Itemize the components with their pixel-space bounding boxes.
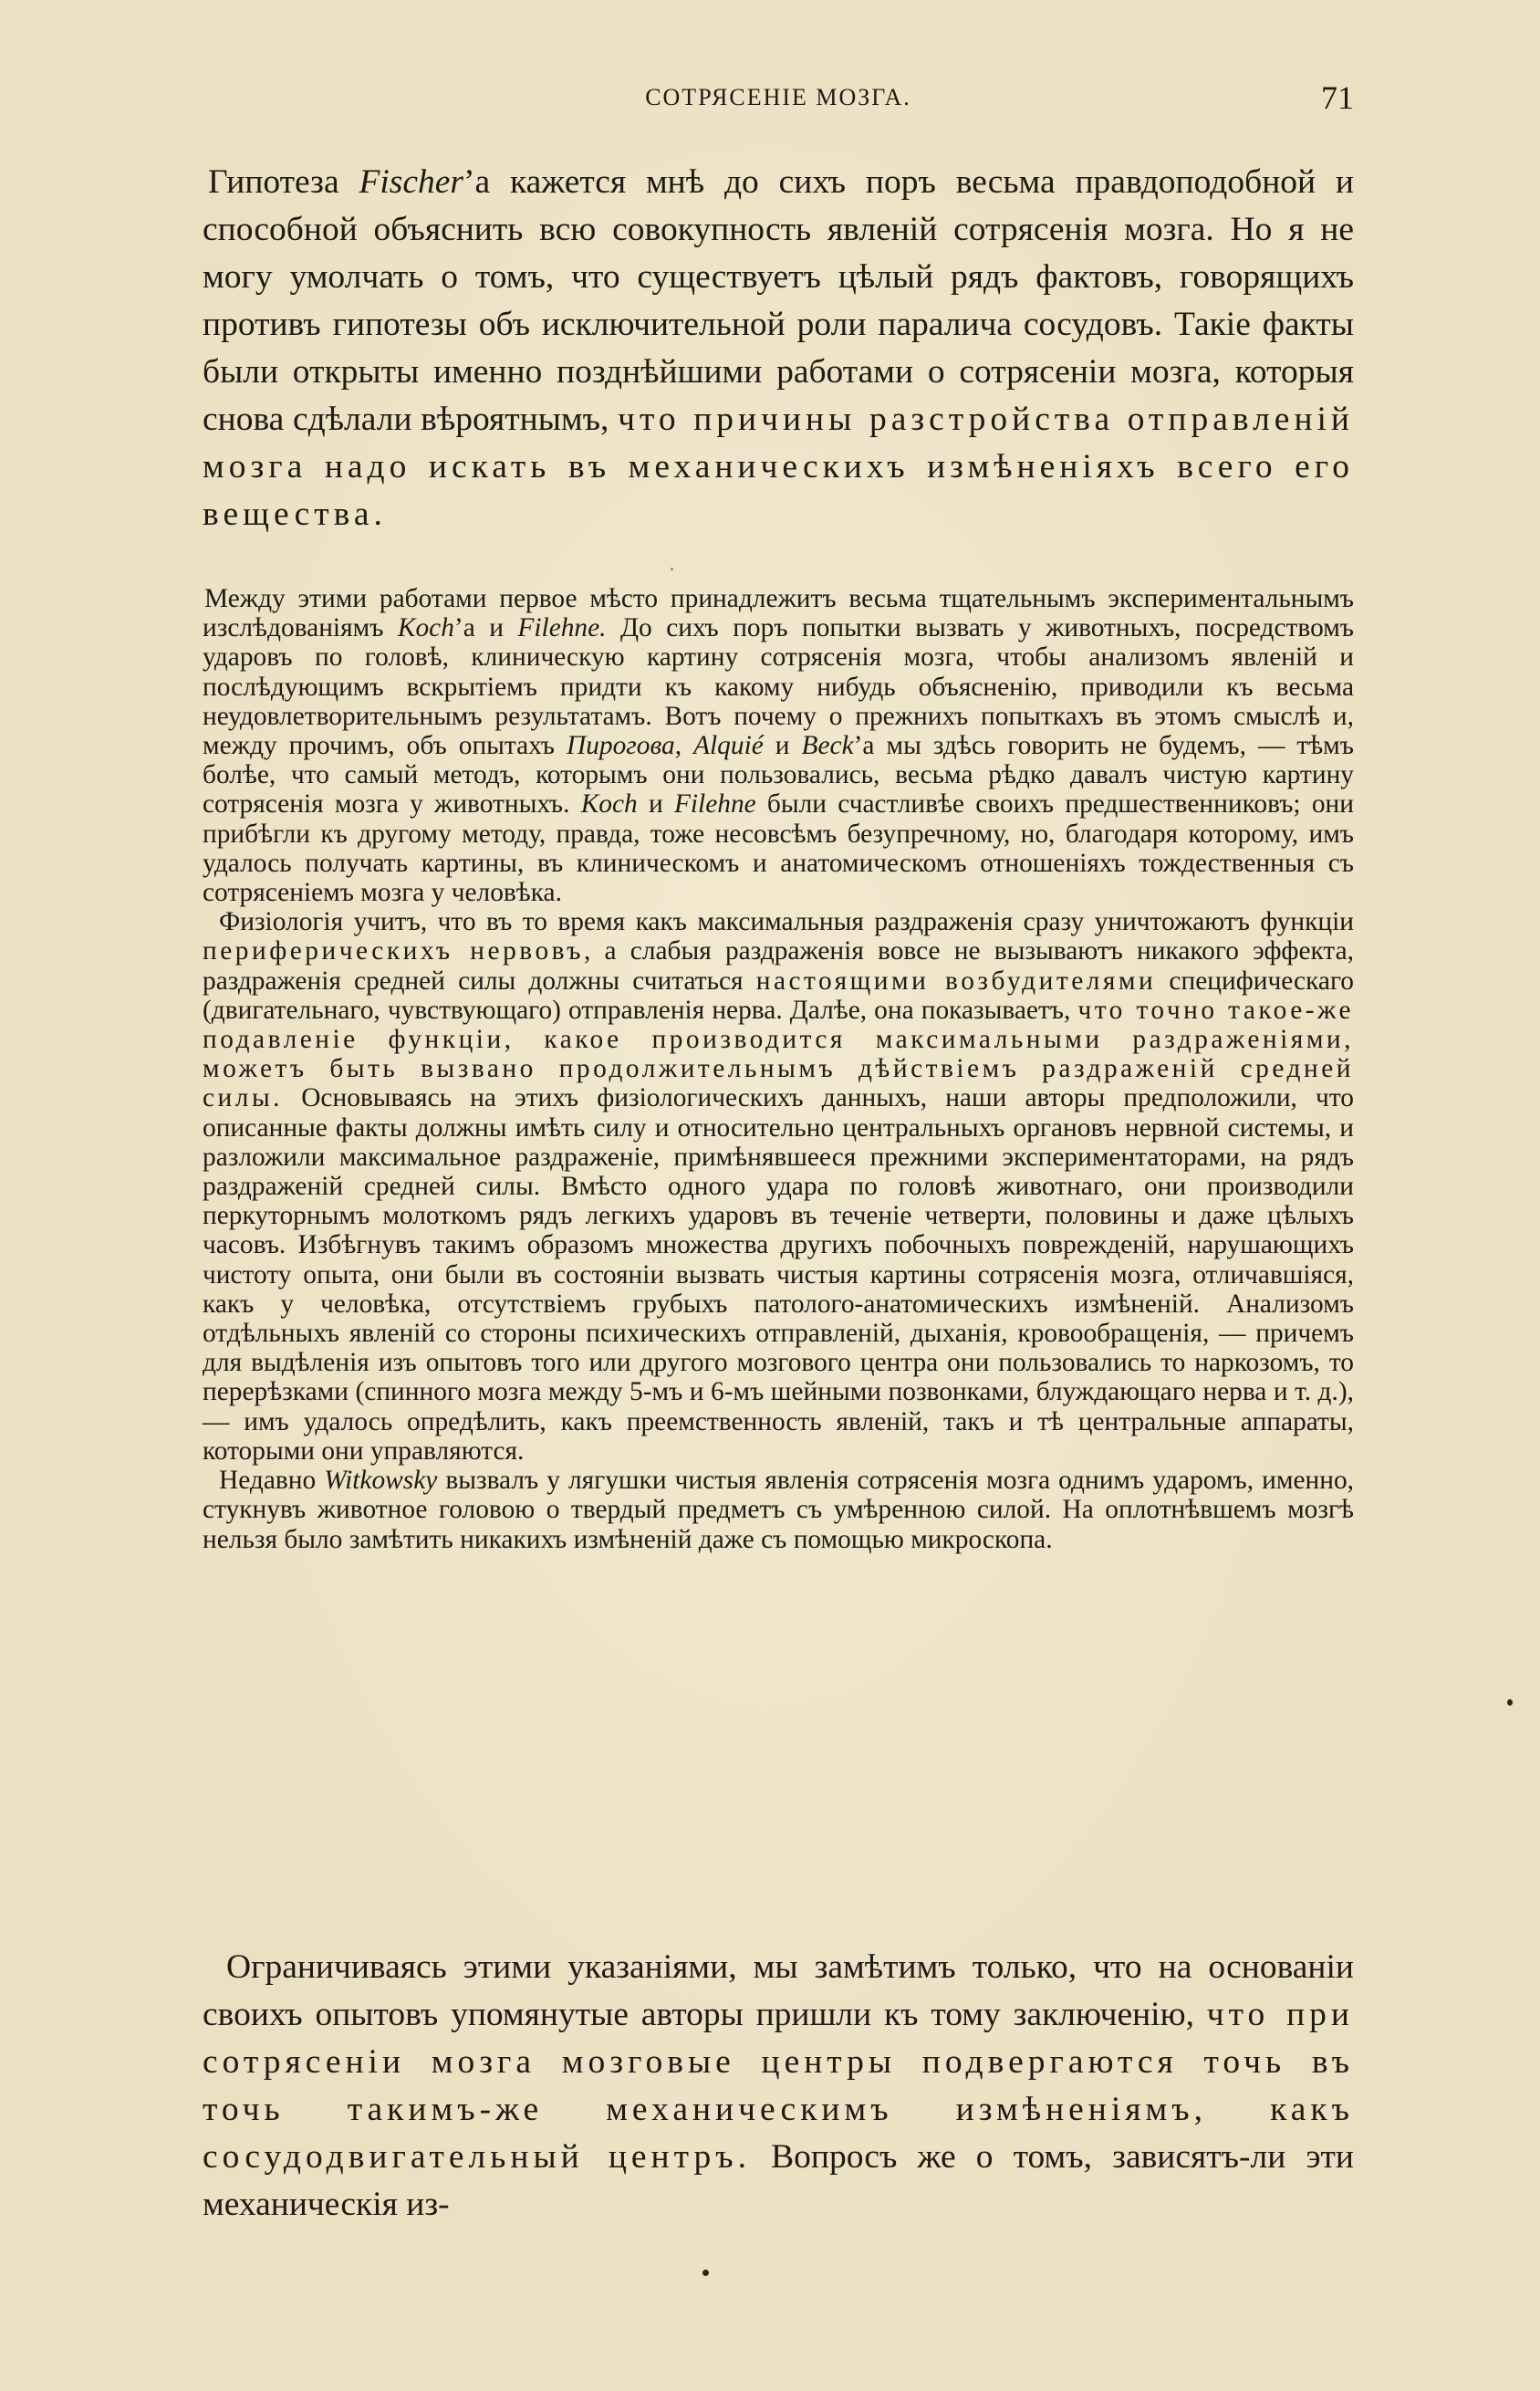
emphasized-text: что причины разстройства отправленій мозга надо искать въ механическихъ измѣненіяхъ всего его вещества. bbox=[203, 401, 1354, 533]
emphasized-text: настоящими возбудителями bbox=[755, 966, 1157, 996]
paragraph-physiology bbox=[203, 907, 1354, 1466]
author-name: Filehne. bbox=[517, 613, 607, 643]
ink-speck bbox=[1507, 1699, 1513, 1706]
page-number: 71 bbox=[1321, 79, 1354, 116]
text-run: Гипотеза bbox=[208, 163, 359, 201]
text-run: были счастливѣе своихъ предшественниковъ; они прибѣгли къ другому методу, правда, тоже несовсѣмъ безупречному, но, благодаря которому, имъ удалось получать картины, въ клиническомъ и анатомическомъ отношеніяхъ тождественныя съ сотрясеніемъ мозга у человѣка. bbox=[203, 789, 1354, 908]
paragraph-koch-filehne bbox=[203, 584, 1354, 907]
text-run: специфическаго (двигательнаго, чувствующаго) отправленія нерва. Далѣе, она показываетъ, bbox=[203, 966, 1354, 1025]
text-run: Недавно bbox=[219, 1466, 325, 1496]
text-run: и bbox=[763, 731, 802, 761]
author-name: Beck bbox=[801, 731, 854, 761]
emphasized-text: периферическихъ нервовъ bbox=[203, 936, 584, 966]
author-name: Witkowsky bbox=[324, 1466, 438, 1496]
author-name: Koch bbox=[580, 789, 638, 820]
text-run: и bbox=[637, 789, 674, 820]
author-name: Пирогова bbox=[566, 731, 675, 761]
small-print-block bbox=[203, 584, 1354, 1554]
text-run: , bbox=[674, 731, 694, 761]
author-name: Filehne bbox=[673, 789, 756, 820]
text-run: ’а мы здѣсь говорить не будемъ, — тѣмъ болѣе, что самый методъ, которымъ они пользовались, весьма рѣдко давалъ чистую картину сотрясенія мозга у животныхъ. bbox=[203, 731, 1354, 820]
text-run: Физіологія учитъ, что въ то время какъ максимальныя раздраженія сразу уничтожаютъ функціи bbox=[219, 907, 1354, 937]
text-run: Вопросъ же о томъ, зависятъ-ли эти механическія из- bbox=[203, 2138, 1354, 2223]
emphasized-text: что точно такое-же подавленіе функціи, какое производится максимальными раздраженіями, можетъ быть вызвано продолжительнымъ дѣйствіемъ раздраженій средней силы. bbox=[203, 995, 1354, 1113]
emphasized-text: что при сотрясеніи мозга мозговые центры подвергаются точь въ точь такимъ-же механическимъ измѣненіямъ, какъ сосудодвигательный центръ. bbox=[203, 1996, 1354, 2176]
text-run: , а слабыя раздраженія вовсе не вызываютъ никакого эффекта, раздраженія средней силы должны считаться bbox=[203, 936, 1354, 996]
paragraph-hypothesis bbox=[203, 159, 1354, 538]
author-name: Fischer bbox=[359, 163, 464, 201]
text-run: Основываясь на этихъ физіологическихъ данныхъ, наши авторы предположили, что описанные факты должны имѣть силу и относительно центральныхъ органовъ нервной системы, и разложили максимальное раздраженіе, примѣнявшееся прежними экспериментаторами, на рядъ раздраженій средней силы. Вмѣсто одного удара по головѣ животнаго, они производили перкуторнымъ молоткомъ рядъ легкихъ ударовъ въ теченіе четверти, половины и даже цѣлыхъ часовъ. Избѣгнувъ такимъ образомъ множества другихъ побочныхъ поврежденій, нарушающихъ чистоту опыта, они были въ состояніи вызвать чистыя картины сотрясенія мозга, отличавшіяся, какъ у человѣка, отсутствіемъ грубыхъ патолого-анатомическихъ измѣненій. Анализомъ отдѣльныхъ явленій со стороны психическихъ отправленій, дыханія, кровообращенія, — причемъ для выдѣленія изъ опытовъ того или другого мозгового центра они пользовались то наркозомъ, то перерѣзками (спинного мозга между 5-мъ и 6-мъ шейными позвонками, блуждающаго нерва и т. д.), — имъ удалось опредѣлить, какъ преемственность явленій, такъ и тѣ центральные аппараты, которыми они управляются. bbox=[203, 1083, 1354, 1466]
text-run: Ограничиваясь этими указаніями, мы замѣтимъ только, что на основаніи своихъ опытовъ упомянутые авторы пришли къ тому заключенію, bbox=[203, 1948, 1354, 2033]
paragraph-conclusion bbox=[203, 1944, 1354, 2229]
text-run: ’а кажется мнѣ до сихъ поръ весьма правдоподобной и способной объяснить всю совокупность явленій сотрясенія мозга. Но я не могу умолчать о томъ, что существуетъ цѣлый рядъ фактовъ, говорящихъ противъ гипотезы объ исключительной роли паралича сосудовъ. Такіе факты были открыты именно позднѣйшими работами о сотрясеніи мозга, которыя снова сдѣлали вѣроятнымъ, bbox=[203, 163, 1355, 438]
text-run: Между этими работами первое мѣсто принадлежитъ весьма тщательнымъ экспериментальнымъ изслѣдованіямъ bbox=[203, 584, 1354, 643]
running-head bbox=[203, 78, 1354, 115]
text-run: ’а и bbox=[453, 613, 518, 643]
running-title: СОТРЯСЕНІЕ МОЗГА. bbox=[645, 84, 911, 110]
ink-speck bbox=[702, 2270, 709, 2276]
text-run: вызвалъ у лягушки чистыя явленія сотрясенія мозга однимъ ударомъ, именно, стукнувъ животное головою о твердый предметъ съ умѣренною силой. На оплотнѣвшемъ мозгѣ нельзя было замѣтить никакихъ измѣненій даже съ помощью микроскопа. bbox=[203, 1466, 1354, 1554]
text-run: До сихъ поръ попытки вызвать у животныхъ, посредствомъ ударовъ по головѣ, клиническую картину сотрясенія мозга, чтобы анализомъ явленій и послѣдующимъ вскрытіемъ придти къ какому нибудь объясненію, приводили къ весьма неудовлетворительнымъ результатамъ. Вотъ почему о прежнихъ попыткахъ въ этомъ смыслѣ и, между прочимъ, объ опытахъ bbox=[203, 613, 1354, 761]
author-name: Koch bbox=[397, 613, 454, 643]
ink-speck bbox=[671, 568, 673, 570]
paragraph-witkowsky bbox=[203, 1466, 1354, 1554]
author-name: Alquié bbox=[693, 731, 764, 761]
